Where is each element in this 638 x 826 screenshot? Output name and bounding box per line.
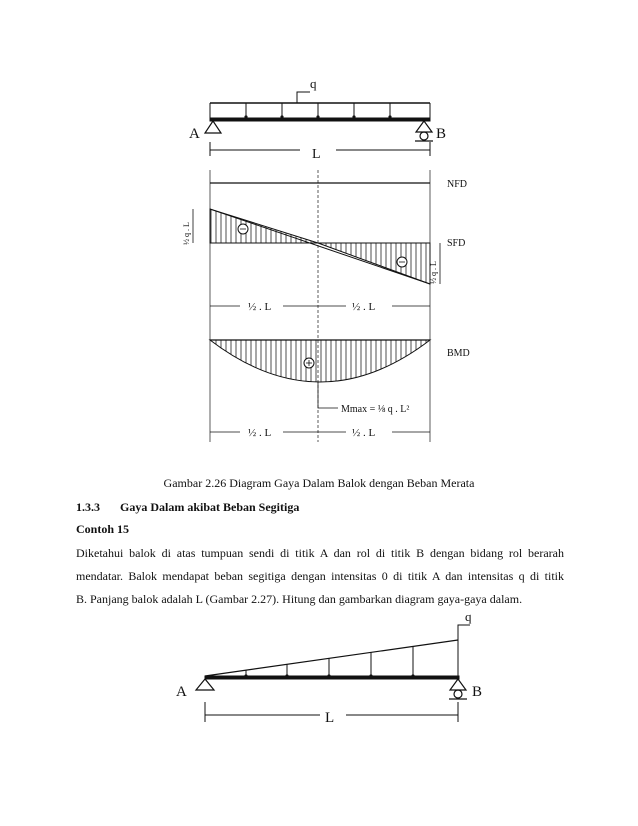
support-a-2-label: A xyxy=(176,684,187,700)
section-heading xyxy=(76,500,299,515)
half-span-left-2: ½ . L xyxy=(248,427,272,439)
paragraph-line: mendatar. Balok mendapat beban segitiga dengan intensitas 0 di titik A dan intensitas q di titik xyxy=(76,569,564,583)
mmax-label: Mmax = ⅛ q . L² xyxy=(341,404,410,415)
sfd-diagram xyxy=(193,209,440,284)
triangular-load-pointer xyxy=(458,625,470,640)
half-span-left-1: ½ . L xyxy=(248,301,272,313)
sfd-right-value: ½ q . L xyxy=(429,261,438,284)
sfd-label: SFD xyxy=(447,238,466,249)
paragraph-line: Diketahui balok di atas tumpuan sendi di titik A dan rol di titik B dengan bidang rol berarah xyxy=(76,546,564,560)
roller-support-icon xyxy=(416,121,432,132)
triangular-load-line xyxy=(205,640,458,676)
figure-caption: Gambar 2.26 Diagram Gaya Dalam Balok dengan Beban Merata xyxy=(163,476,475,490)
pin-support-2-icon xyxy=(196,679,214,690)
body-paragraph xyxy=(76,542,564,611)
beam xyxy=(210,118,430,121)
load-arrows xyxy=(246,103,390,117)
triangular-load-beam xyxy=(196,625,470,722)
support-b-label: B xyxy=(436,126,447,142)
example-label: Contoh 15 xyxy=(76,522,130,536)
load-label: q xyxy=(310,76,317,91)
support-b-2-label: B xyxy=(472,684,483,700)
section-number: 1.3.3 xyxy=(76,500,100,514)
roller-support-2-icon xyxy=(450,679,466,690)
nfd-label: NFD xyxy=(447,179,468,190)
pin-support-icon xyxy=(205,121,221,133)
length-2-label: L xyxy=(325,710,335,726)
beam-2 xyxy=(205,676,459,679)
bmd-diagram xyxy=(210,340,430,408)
length-label: L xyxy=(312,147,321,162)
support-a-label: A xyxy=(189,126,200,142)
sfd-left-value: ½ q . L xyxy=(182,222,191,245)
triangular-load-label: q xyxy=(465,609,472,624)
paragraph-line: B. Panjang balok adalah L (Gambar 2.27). Hitung dan gambarkan diagram gaya-gaya dalam. xyxy=(76,592,523,606)
section-title: Gaya Dalam akibat Beban Segitiga xyxy=(120,500,300,514)
load-pointer xyxy=(297,92,310,103)
half-span-right-2: ½ . L xyxy=(352,427,376,439)
half-span-right-1: ½ . L xyxy=(352,301,376,313)
bmd-label: BMD xyxy=(447,348,470,359)
